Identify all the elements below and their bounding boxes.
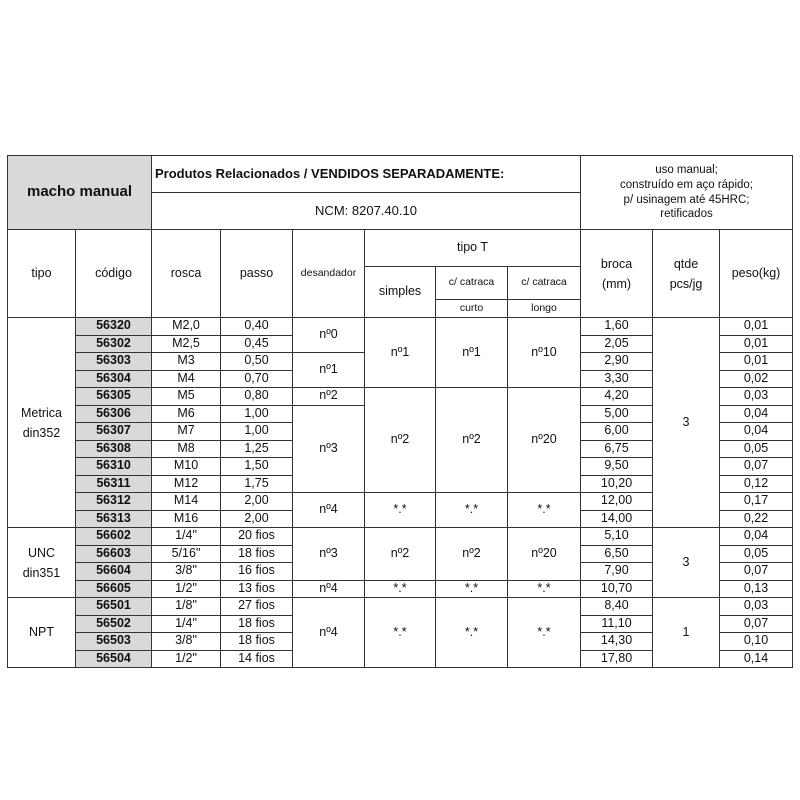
cell-catraca-longo: nº20 bbox=[508, 528, 581, 581]
cell-peso: 0,01 bbox=[720, 353, 793, 371]
product-spec-table bbox=[7, 155, 793, 668]
cell-rosca: 1/2" bbox=[152, 650, 221, 668]
cell-catraca-curto: *.* bbox=[436, 580, 508, 598]
cell-catraca-curto: *.* bbox=[436, 598, 508, 668]
cell-desandador: nº4 bbox=[293, 493, 365, 528]
cell-desandador: nº3 bbox=[293, 528, 365, 581]
cell-rosca: M2,5 bbox=[152, 335, 221, 353]
header-broca-line: (mm) bbox=[601, 276, 632, 291]
cell-desandador: nº2 bbox=[293, 388, 365, 406]
cell-codigo: 56313 bbox=[76, 510, 152, 528]
group-line: Metrica bbox=[21, 405, 62, 420]
cell-simples: nº2 bbox=[365, 528, 436, 581]
cell-peso: 0,07 bbox=[720, 458, 793, 476]
cell-catraca-longo: nº20 bbox=[508, 388, 581, 493]
cell-peso: 0,04 bbox=[720, 405, 793, 423]
cell-codigo: 56605 bbox=[76, 580, 152, 598]
cell-passo: 0,80 bbox=[221, 388, 293, 406]
cell-codigo: 56305 bbox=[76, 388, 152, 406]
table-row bbox=[8, 528, 793, 546]
cell-peso: 0,03 bbox=[720, 598, 793, 616]
table-row bbox=[8, 598, 793, 616]
cell-peso: 0,01 bbox=[720, 318, 793, 336]
cell-peso: 0,13 bbox=[720, 580, 793, 598]
cell-passo: 1,00 bbox=[221, 405, 293, 423]
cell-desandador: nº4 bbox=[293, 580, 365, 598]
cell-peso: 0,05 bbox=[720, 440, 793, 458]
cell-broca: 14,30 bbox=[581, 633, 653, 651]
cell-codigo: 56307 bbox=[76, 423, 152, 441]
header-tipo-t: tipo T bbox=[365, 230, 581, 267]
cell-passo: 0,40 bbox=[221, 318, 293, 336]
header-desandador: desandador bbox=[293, 230, 365, 318]
cell-codigo: 56303 bbox=[76, 353, 152, 371]
cell-codigo: 56310 bbox=[76, 458, 152, 476]
cell-passo: 2,00 bbox=[221, 493, 293, 511]
ncm-code: NCM: 8207.40.10 bbox=[152, 193, 581, 230]
cell-broca: 2,05 bbox=[581, 335, 653, 353]
cell-rosca: 1/4" bbox=[152, 528, 221, 546]
cell-simples: nº1 bbox=[365, 318, 436, 388]
header-passo: passo bbox=[221, 230, 293, 318]
description-line: p/ usinagem até 45HRC; bbox=[623, 193, 750, 206]
cell-broca: 3,30 bbox=[581, 370, 653, 388]
cell-catraca-longo: *.* bbox=[508, 598, 581, 668]
table-row bbox=[8, 318, 793, 336]
header-qtde-line: qtde bbox=[673, 256, 699, 271]
cell-broca: 6,00 bbox=[581, 423, 653, 441]
cell-peso: 0,04 bbox=[720, 423, 793, 441]
header-catraca-curto-a: c/ catraca bbox=[436, 267, 508, 300]
cell-codigo: 56503 bbox=[76, 633, 152, 651]
cell-codigo: 56320 bbox=[76, 318, 152, 336]
cell-rosca: M10 bbox=[152, 458, 221, 476]
header-qtde-line: pcs/jg bbox=[669, 276, 703, 291]
cell-passo: 18 fios bbox=[221, 615, 293, 633]
header-peso: peso(kg) bbox=[720, 230, 793, 318]
cell-simples: *.* bbox=[365, 598, 436, 668]
cell-passo: 16 fios bbox=[221, 563, 293, 581]
cell-passo: 0,70 bbox=[221, 370, 293, 388]
cell-broca: 1,60 bbox=[581, 318, 653, 336]
cell-broca: 4,20 bbox=[581, 388, 653, 406]
cell-passo: 0,50 bbox=[221, 353, 293, 371]
group-line: din352 bbox=[22, 425, 61, 440]
cell-broca: 9,50 bbox=[581, 458, 653, 476]
cell-broca: 8,40 bbox=[581, 598, 653, 616]
cell-passo: 18 fios bbox=[221, 633, 293, 651]
header-catraca-longo-a: c/ catraca bbox=[508, 267, 581, 300]
cell-peso: 0,04 bbox=[720, 528, 793, 546]
cell-catraca-curto: nº2 bbox=[436, 528, 508, 581]
header-codigo: código bbox=[76, 230, 152, 318]
group-unc bbox=[8, 528, 76, 598]
group-npt: NPT bbox=[8, 598, 76, 668]
cell-rosca: 3/8" bbox=[152, 563, 221, 581]
cell-desandador: nº3 bbox=[293, 405, 365, 493]
cell-peso: 0,07 bbox=[720, 563, 793, 581]
cell-broca: 11,10 bbox=[581, 615, 653, 633]
cell-rosca: M3 bbox=[152, 353, 221, 371]
description-line: construído em aço rápido; bbox=[620, 178, 753, 191]
cell-peso: 0,01 bbox=[720, 335, 793, 353]
cell-peso: 0,07 bbox=[720, 615, 793, 633]
header-qtde bbox=[653, 230, 720, 318]
cell-codigo: 56306 bbox=[76, 405, 152, 423]
header-broca-line: broca bbox=[600, 256, 633, 271]
cell-broca: 10,70 bbox=[581, 580, 653, 598]
cell-passo: 13 fios bbox=[221, 580, 293, 598]
table-title: macho manual bbox=[8, 156, 152, 230]
cell-broca: 17,80 bbox=[581, 650, 653, 668]
cell-passo: 18 fios bbox=[221, 545, 293, 563]
cell-rosca: M14 bbox=[152, 493, 221, 511]
cell-peso: 0,17 bbox=[720, 493, 793, 511]
header-catraca-longo-b: longo bbox=[508, 300, 581, 318]
cell-catraca-longo: *.* bbox=[508, 580, 581, 598]
cell-rosca: 1/8" bbox=[152, 598, 221, 616]
cell-peso: 0,12 bbox=[720, 475, 793, 493]
cell-passo: 1,75 bbox=[221, 475, 293, 493]
cell-codigo: 56308 bbox=[76, 440, 152, 458]
related-products-note: Produtos Relacionados / VENDIDOS SEPARADAMENTE: bbox=[152, 156, 581, 193]
cell-rosca: M2,0 bbox=[152, 318, 221, 336]
cell-codigo: 56603 bbox=[76, 545, 152, 563]
cell-peso: 0,05 bbox=[720, 545, 793, 563]
cell-passo: 1,00 bbox=[221, 423, 293, 441]
cell-peso: 0,22 bbox=[720, 510, 793, 528]
cell-codigo: 56504 bbox=[76, 650, 152, 668]
cell-broca: 10,20 bbox=[581, 475, 653, 493]
cell-broca: 6,50 bbox=[581, 545, 653, 563]
cell-broca: 7,90 bbox=[581, 563, 653, 581]
cell-rosca: M6 bbox=[152, 405, 221, 423]
cell-codigo: 56502 bbox=[76, 615, 152, 633]
cell-simples: nº2 bbox=[365, 388, 436, 493]
cell-rosca: M12 bbox=[152, 475, 221, 493]
cell-qtde: 3 bbox=[653, 318, 720, 528]
group-metrica bbox=[8, 318, 76, 528]
cell-broca: 14,00 bbox=[581, 510, 653, 528]
cell-codigo: 56602 bbox=[76, 528, 152, 546]
cell-passo: 27 fios bbox=[221, 598, 293, 616]
cell-peso: 0,03 bbox=[720, 388, 793, 406]
cell-codigo: 56304 bbox=[76, 370, 152, 388]
group-line: UNC bbox=[27, 545, 56, 560]
cell-rosca: 1/2" bbox=[152, 580, 221, 598]
cell-codigo: 56302 bbox=[76, 335, 152, 353]
header-simples: simples bbox=[365, 267, 436, 318]
cell-codigo: 56311 bbox=[76, 475, 152, 493]
cell-rosca: 5/16" bbox=[152, 545, 221, 563]
cell-broca: 2,90 bbox=[581, 353, 653, 371]
cell-rosca: M7 bbox=[152, 423, 221, 441]
cell-qtde: 3 bbox=[653, 528, 720, 598]
cell-passo: 1,25 bbox=[221, 440, 293, 458]
cell-rosca: 3/8" bbox=[152, 633, 221, 651]
cell-rosca: M16 bbox=[152, 510, 221, 528]
cell-rosca: 1/4" bbox=[152, 615, 221, 633]
cell-desandador: nº0 bbox=[293, 318, 365, 353]
header-tipo: tipo bbox=[8, 230, 76, 318]
cell-passo: 0,45 bbox=[221, 335, 293, 353]
cell-catraca-curto: nº2 bbox=[436, 388, 508, 493]
cell-catraca-curto: *.* bbox=[436, 493, 508, 528]
description-line: uso manual; bbox=[655, 163, 718, 176]
cell-passo: 14 fios bbox=[221, 650, 293, 668]
header-rosca: rosca bbox=[152, 230, 221, 318]
cell-codigo: 56501 bbox=[76, 598, 152, 616]
cell-broca: 5,10 bbox=[581, 528, 653, 546]
cell-desandador: nº1 bbox=[293, 353, 365, 388]
cell-broca: 6,75 bbox=[581, 440, 653, 458]
cell-passo: 20 fios bbox=[221, 528, 293, 546]
cell-rosca: M5 bbox=[152, 388, 221, 406]
cell-catraca-longo: *.* bbox=[508, 493, 581, 528]
cell-rosca: M8 bbox=[152, 440, 221, 458]
cell-peso: 0,10 bbox=[720, 633, 793, 651]
description-line: retificados bbox=[660, 208, 713, 221]
cell-codigo: 56312 bbox=[76, 493, 152, 511]
cell-simples: *.* bbox=[365, 493, 436, 528]
cell-catraca-curto: nº1 bbox=[436, 318, 508, 388]
header-broca bbox=[581, 230, 653, 318]
cell-rosca: M4 bbox=[152, 370, 221, 388]
cell-desandador: nº4 bbox=[293, 598, 365, 668]
cell-peso: 0,02 bbox=[720, 370, 793, 388]
header-catraca-curto-b: curto bbox=[436, 300, 508, 318]
cell-qtde: 1 bbox=[653, 598, 720, 668]
cell-catraca-longo: nº10 bbox=[508, 318, 581, 388]
group-line: din351 bbox=[22, 565, 61, 580]
cell-simples: *.* bbox=[365, 580, 436, 598]
cell-broca: 12,00 bbox=[581, 493, 653, 511]
product-description bbox=[581, 156, 793, 230]
cell-passo: 2,00 bbox=[221, 510, 293, 528]
cell-broca: 5,00 bbox=[581, 405, 653, 423]
cell-codigo: 56604 bbox=[76, 563, 152, 581]
cell-peso: 0,14 bbox=[720, 650, 793, 668]
cell-passo: 1,50 bbox=[221, 458, 293, 476]
